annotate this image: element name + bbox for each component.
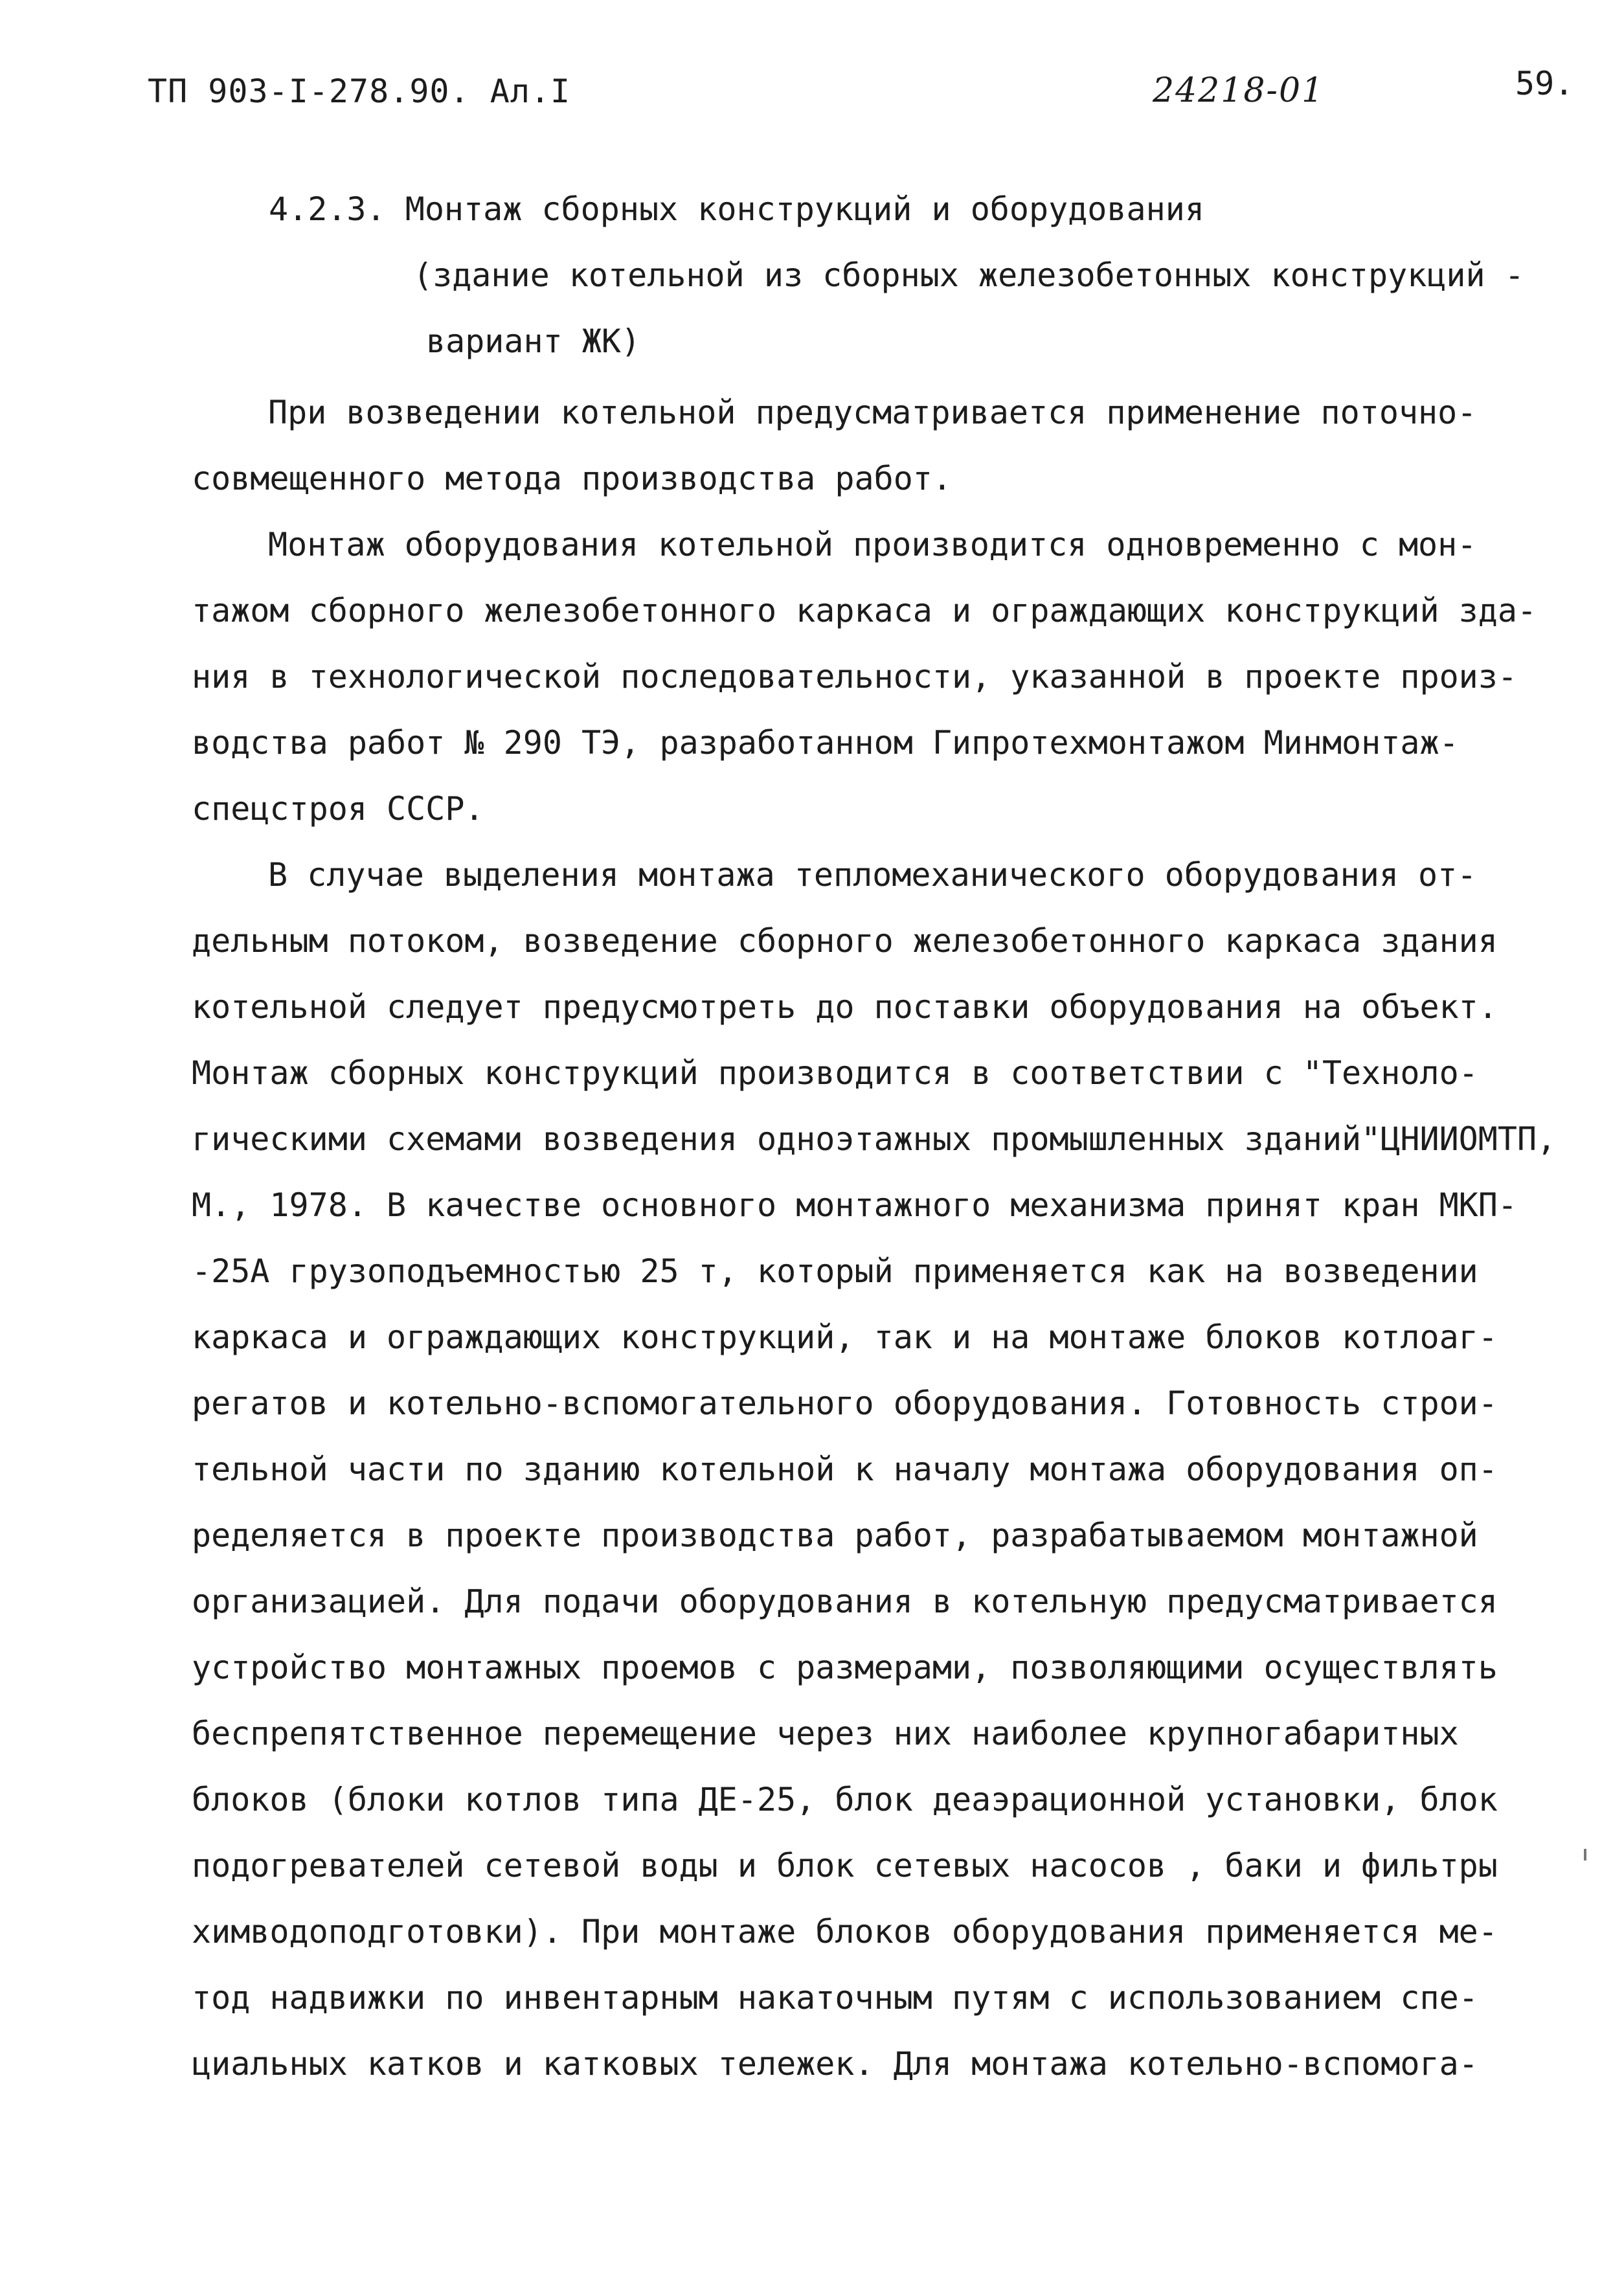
text-line: В случае выделения монтажа тепломеханического оборудования от- bbox=[268, 856, 1477, 894]
text-line: котельной следует предусмотреть до поставки оборудования на объект. bbox=[192, 988, 1498, 1026]
text-line: блоков (блоки котлов типа ДЕ-25, блок деаэрационной установки, блок bbox=[192, 1781, 1498, 1818]
section-heading-line-1: 4.2.3. Монтаж сборных конструкций и оборудования bbox=[269, 190, 1204, 228]
section-heading bbox=[269, 176, 1524, 374]
text-line: регатов и котельно-вспомогательного оборудования. Готовность строи- bbox=[192, 1385, 1498, 1422]
text-line: тельной части по зданию котельной к началу монтажа оборудования оп- bbox=[192, 1451, 1498, 1488]
section-heading-line-2: (здание котельной из сборных железобетонных конструкций - bbox=[413, 256, 1524, 294]
text-line: Монтаж оборудования котельной производится одновременно с мон- bbox=[268, 526, 1477, 563]
text-line: химводоподготовки). При монтаже блоков оборудования применяется ме- bbox=[192, 1913, 1498, 1950]
text-line: спецстроя СССР. bbox=[192, 790, 484, 828]
text-line: При возведении котельной предусматривается применение поточно- bbox=[268, 394, 1477, 431]
text-line: устройство монтажных проемов с размерами, позволяющими осуществлять bbox=[192, 1649, 1498, 1686]
text-line: тажом сборного железобетонного каркаса и ограждающих конструкций зда- bbox=[192, 592, 1537, 629]
margin-mark bbox=[1584, 1849, 1586, 1860]
document-code: ТП 903-I-278.90. Ал.I bbox=[148, 73, 571, 110]
text-line: каркаса и ограждающих конструкций, так и на монтаже блоков котлоаг- bbox=[192, 1318, 1498, 1356]
inventory-number: 24218-01 bbox=[1153, 71, 1325, 110]
text-line: гическими схемами возведения одноэтажных промышленных зданий"ЦНИИОМТП, bbox=[192, 1120, 1557, 1158]
text-line: беспрепятственное перемещение через них наиболее крупногабаритных bbox=[192, 1715, 1459, 1752]
text-line: -25А грузоподъемностью 25 т, который применяется как на возведении bbox=[192, 1252, 1478, 1290]
text-line: М., 1978. В качестве основного монтажного механизма принят кран МКП- bbox=[192, 1186, 1517, 1224]
text-line: совмещенного метода производства работ. bbox=[192, 460, 952, 497]
page-number: 59. bbox=[1515, 65, 1574, 102]
text-line: организацией. Для подачи оборудования в котельную предусматривается bbox=[192, 1583, 1498, 1620]
section-heading-line-3: вариант ЖК) bbox=[426, 322, 641, 360]
body-text bbox=[192, 379, 1590, 2097]
text-line: ределяется в проекте производства работ, разрабатываемом монтажной bbox=[192, 1517, 1478, 1554]
text-line: водства работ № 290 ТЭ, разработанном Гипротехмонтажом Минмонтаж- bbox=[192, 724, 1459, 762]
text-line: дельным потоком, возведение сборного железобетонного каркаса здания bbox=[192, 922, 1498, 960]
text-line: циальных катков и катковых тележек. Для монтажа котельно-вспомога- bbox=[192, 2045, 1478, 2083]
text-line: Монтаж сборных конструкций производится в соответствии с "Техноло- bbox=[192, 1054, 1478, 1092]
text-line: подогревателей сетевой воды и блок сетевых насосов , баки и фильтры bbox=[192, 1847, 1498, 1884]
text-line: ния в технологической последовательности, указанной в проекте произ- bbox=[192, 658, 1517, 695]
text-line: тод надвижки по инвентарным накаточным путям с использованием спе- bbox=[192, 1979, 1478, 2017]
